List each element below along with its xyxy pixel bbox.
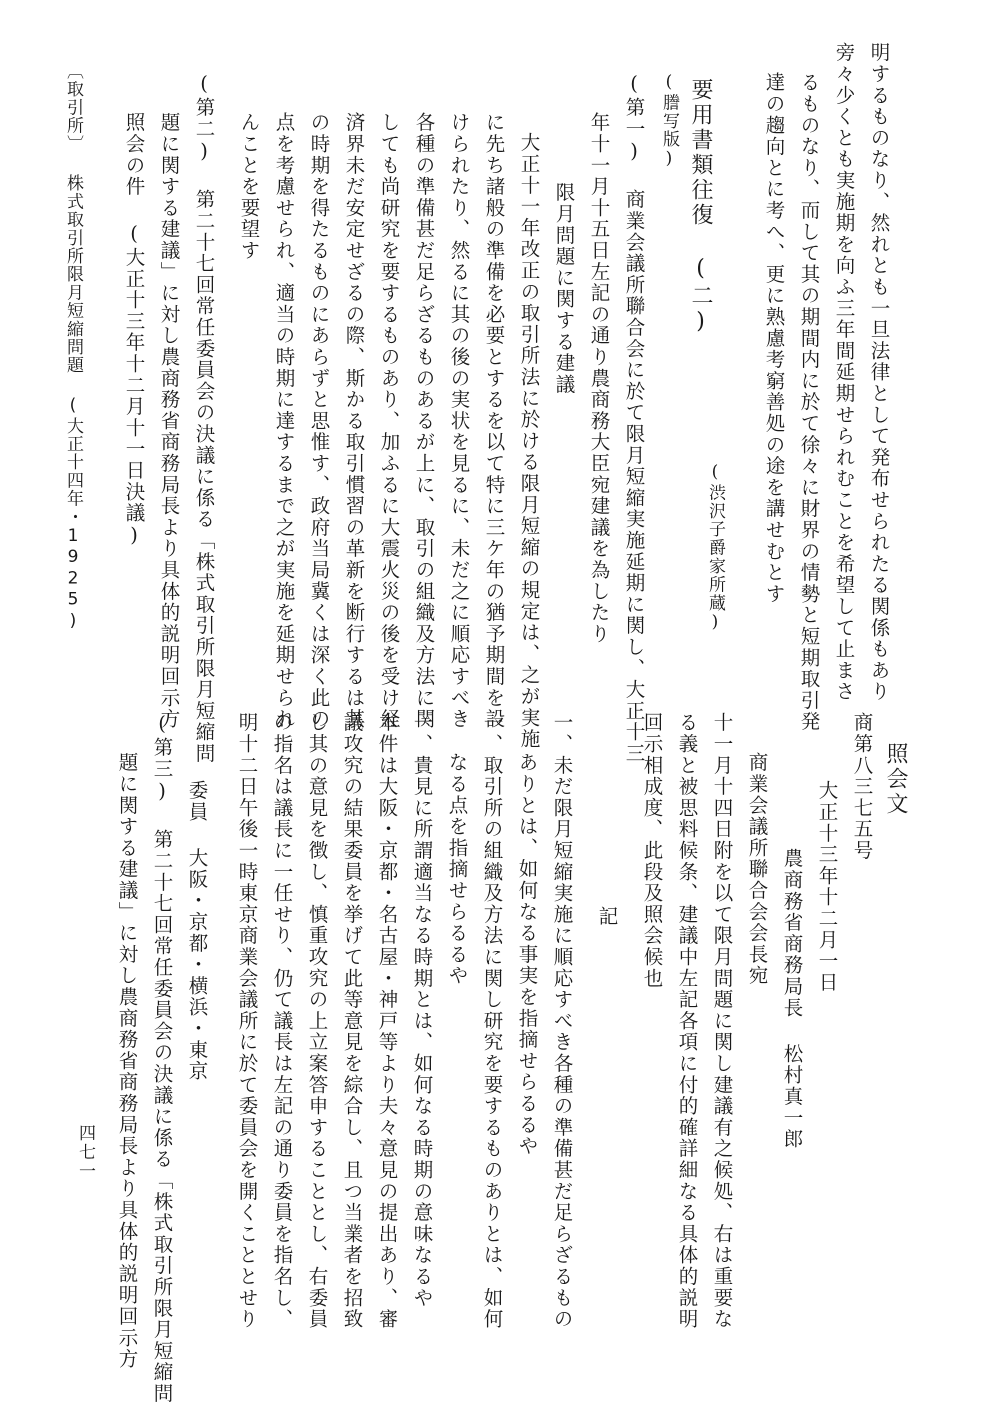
text-column-u18: 点を考慮せられ、適当の時期に達するまで之が実施を延期せられ [272, 112, 296, 730]
section-title: 要用書類往復 (二) [688, 78, 713, 337]
text-column-u22: 照会の件 (大正十三年十二月十一日決議) [122, 112, 146, 549]
item-2-cont: なる点を指摘せらるるや [445, 752, 469, 987]
text-column-u2: 旁々少くとも実施期を向ふ三年間延期せられむことを希望して止まさ [832, 42, 856, 703]
item-1: 一、未だ限月短縮実施に順応すべき各種の準備甚だ足らざるもの [550, 712, 574, 1330]
text-column-u15: しても尚研究を要するものあり、加ふるに大震火災の後を受け経 [377, 112, 401, 730]
text-column-l7: る義と被思料候条、建議中左記各項に付的確詳細なる具体的説明 [675, 712, 699, 1330]
addressee: 商業会議所聯合会会長宛 [745, 752, 769, 987]
text-column-u1: 明するものなり、然れとも一旦法律として発布せられたる関係もあり [867, 42, 891, 703]
text-column-l15: 本件は大阪・京都・名古屋・神戸等より夫々意見の提出あり、審 [375, 712, 399, 1330]
running-header: 〔取引所〕 株式取引所限月短縮問題 (大正十四年・1925) [63, 62, 83, 632]
text-column-first-heading: (第一) 商業会議所聯合会に於て限月短縮実施延期に関し、大正十三 [622, 72, 646, 765]
text-column-second-heading: (第二) 第二十七回常任委員会の決議に係る「株式取引所限月短縮問 [192, 72, 216, 765]
committee-members: 委員 大阪・京都・横浜・東京 [185, 780, 209, 1082]
text-column-u13: けられたり、然るに其の後の実状を見るに、未だ之に順応すべき [447, 112, 471, 730]
text-column-u4: 達の趨向とに考へ、更に熟慮考窮善処の途を講せむとす [762, 72, 786, 605]
text-column-u17: の時期を得たるものにあらずと思惟す、政府当局冀くは深く此の [307, 112, 331, 730]
inquiry-heading: 照会文 [883, 742, 908, 817]
text-column-u19: んことを要望す [237, 112, 261, 262]
text-column-third-heading: (第三) 第二十七回常任委員会の決議に係る「株式取引所限月短縮問 [150, 712, 174, 1405]
text-column-u11: 大正十一年改正の取引所法に於ける限月短縮の規定は、之が実施 [517, 132, 541, 750]
text-column-u21: 題に関する建議」に対し農商務省商務局長より具体的説明回示方 [157, 112, 181, 730]
source-note: (渋沢子爵家所蔵) [705, 462, 725, 634]
text-column-u9: 年十一月十五日左記の通り農商務大臣宛建議を為したり [587, 112, 611, 645]
text-column-u14: 各種の準備甚だ足らざるものあるが上に、取引の組織及方法に関 [412, 112, 436, 730]
text-column-l16: 議攻究の結果委員を挙げて此等意見を綜合し、且つ当業者を招致 [340, 712, 364, 1330]
note-heading: 記 [595, 906, 619, 928]
proposal-title: 限月問題に関する建議 [552, 182, 576, 395]
text-column-u3: るものなり、而して其の期間内に於て徐々に財界の情勢と短期取引発 [797, 72, 821, 733]
text-column-l8: 回示相成度、此段及照会候也 [640, 712, 664, 989]
document-number: 商第八三七五号 [850, 712, 874, 862]
item-3: 一、貴見に所謂適当なる時期とは、如何なる時期の意味なるや [410, 712, 434, 1309]
text-column-l17: し其の意見を徴し、慎重攻究の上立案答申することとし、右委員 [305, 712, 329, 1330]
text-column-l18: の指名は議長に一任せり、仍て議長は左記の通り委員を指名し、 [270, 712, 294, 1330]
item-2: 一、取引所の組織及方法に関し研究を要するものありとは、如何 [480, 712, 504, 1330]
text-column-l22: 題に関する建議」に対し農商務省商務局長より具体的説明回示方 [115, 752, 139, 1370]
sender: 農商務省商務局長 松村真一郎 [780, 848, 804, 1150]
print-type-note: (謄写版) [659, 72, 679, 170]
text-column-u12: に先ち諸般の準備を必要とするを以て特に三ケ年の猶予期間を設 [482, 112, 506, 730]
text-column-l19: 明十二日午後一時東京商業会議所に於て委員会を開くこととせり [235, 712, 259, 1330]
page-number: 四七一 [75, 1124, 95, 1181]
text-column-l6: 十一月十四日附を以て限月問題に関し建議有之候処、右は重要な [710, 712, 734, 1330]
item-1-cont: ありとは、如何なる事実を指摘せらるるや [515, 752, 539, 1157]
text-column-u16: 済界未だ安定せざるの際、斯かる取引慣習の革新を断行するは其 [342, 112, 366, 730]
document-date: 大正十三年十二月一日 [815, 780, 839, 993]
